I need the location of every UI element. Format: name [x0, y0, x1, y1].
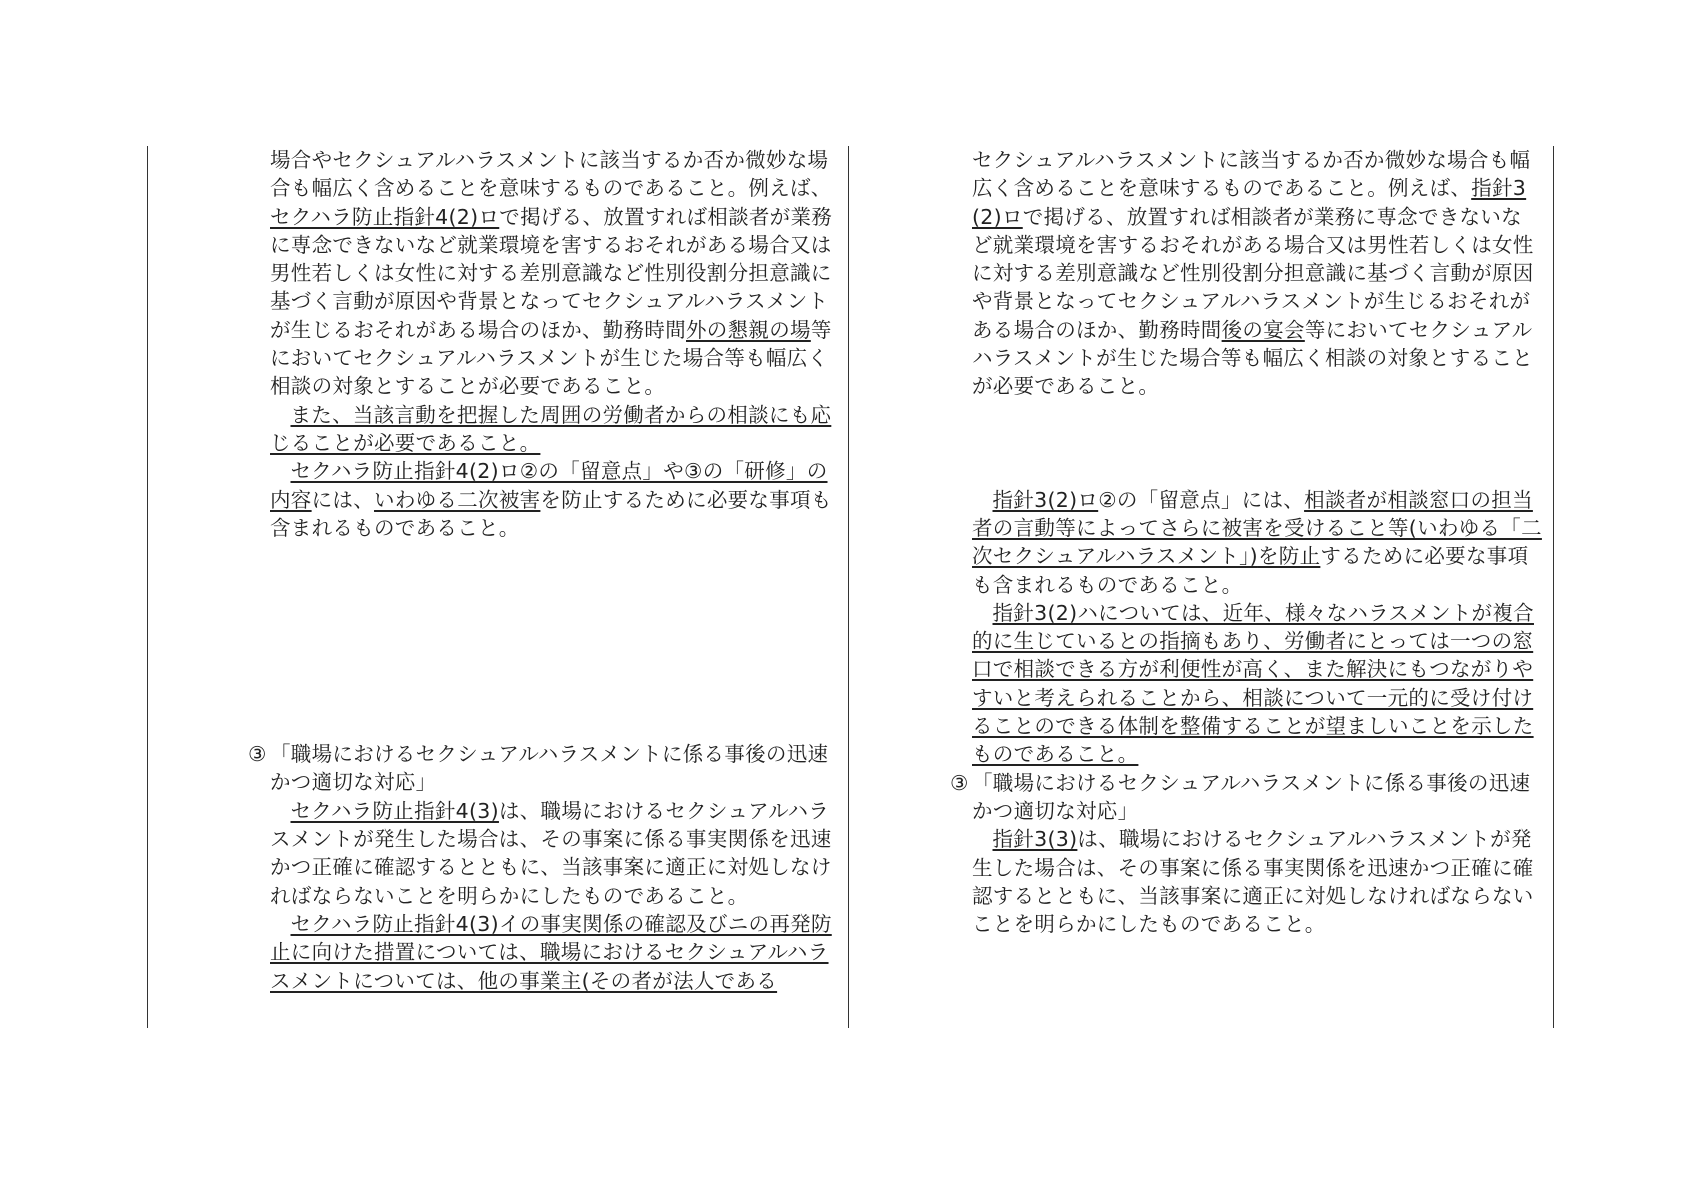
left-table-border	[147, 146, 148, 1028]
center-column-divider	[848, 146, 849, 1028]
right-paragraph-3: 指針3(2)ロ②の「留意点」には、相談者が相談窓口の担当者の言動等によってさらに被害を受けること等(いわゆる「二次セクシュアルハラスメント」)を防止するために必要な事項も含まれるものであること。	[972, 487, 1542, 597]
right-table-border	[1553, 146, 1554, 1028]
right-section-heading: ③ 「職場におけるセクシュアルハラスメントに係る事後の迅速かつ適切な対応」	[950, 770, 1531, 823]
left-paragraph-4: セクハラ防止指針4(3)は、職場におけるセクシュアルハラスメントが発生した場合は、その事案に係る事実関係を迅速かつ正確に確認するとともに、当該事案に適正に対処しなければならないことを明らかにしたものであること。	[270, 798, 832, 908]
right-paragraph-1: セクシュアルハラスメントに該当するか否か微妙な場合も幅広く含めることを意味するものであること。例えば、指針3(2)ロで掲げる、放置すれば相談者が業務に専念できないなど就業環境を害するおそれがある場合又は男性若しくは女性に対する差別意識など性別役割分担意識に基づく言動が原因や背景となってセクシュアルハラスメントが生じるおそれがある場合のほか、勤務時間後の宴会等においてセクシュアルハラスメントが生じた場合等も幅広く相談の対象とすることが必要であること。	[972, 148, 1534, 399]
left-paragraph-2: また、当該言動を把握した周囲の労働者からの相談にも応じることが必要であること。	[270, 402, 832, 455]
right-paragraph-3b: 指針3(2)ハについては、近年、様々なハラスメントが複合的に生じているとの指摘もあり、労働者にとっては一つの窓口で相談できる方が利便性が高く、また解決にもつながりやすいと考えられることから、相談について一元的に受け付けることのできる体制を整備することが望ましいことを示したものであること。	[972, 600, 1534, 767]
right-column	[950, 146, 1542, 938]
left-section-heading: ③ 「職場におけるセクシュアルハラスメントに係る事後の迅速かつ適切な対応」	[248, 742, 829, 795]
right-paragraph-4: 指針3(3)は、職場におけるセクシュアルハラスメントが発生した場合は、その事案に係る事実関係を迅速かつ正確に確認するとともに、当該事案に適正に対処しなければならないことを明らかにしたものであること。	[972, 827, 1534, 937]
left-paragraph-1: 場合やセクシュアルハラスメントに該当するか否か微妙な場合も幅広く含めることを意味するものであること。例えば、セクハラ防止指針4(2)ロで掲げる、放置すれば相談者が業務に専念できないなど就業環境を害するおそれがある場合又は男性若しくは女性に対する差別意識など性別役割分担意識に基づく言動が原因や背景となってセクシュアルハラスメントが生じるおそれがある場合のほか、勤務時間外の懇親の場等においてセクシュアルハラスメントが生じた場合等も幅広く相談の対象とすることが必要であること。	[270, 148, 833, 399]
left-paragraph-3: セクハラ防止指針4(2)ロ②の「留意点」や③の「研修」の内容には、いわゆる二次被害を防止するために必要な事項も含まれるものであること。	[270, 459, 832, 540]
left-paragraph-5: セクハラ防止指針4(3)イの事実関係の確認及びニの再発防止に向けた措置については、職場におけるセクシュアルハラスメントについては、他の事業主(その者が法人である	[270, 911, 832, 993]
left-column	[248, 146, 840, 995]
